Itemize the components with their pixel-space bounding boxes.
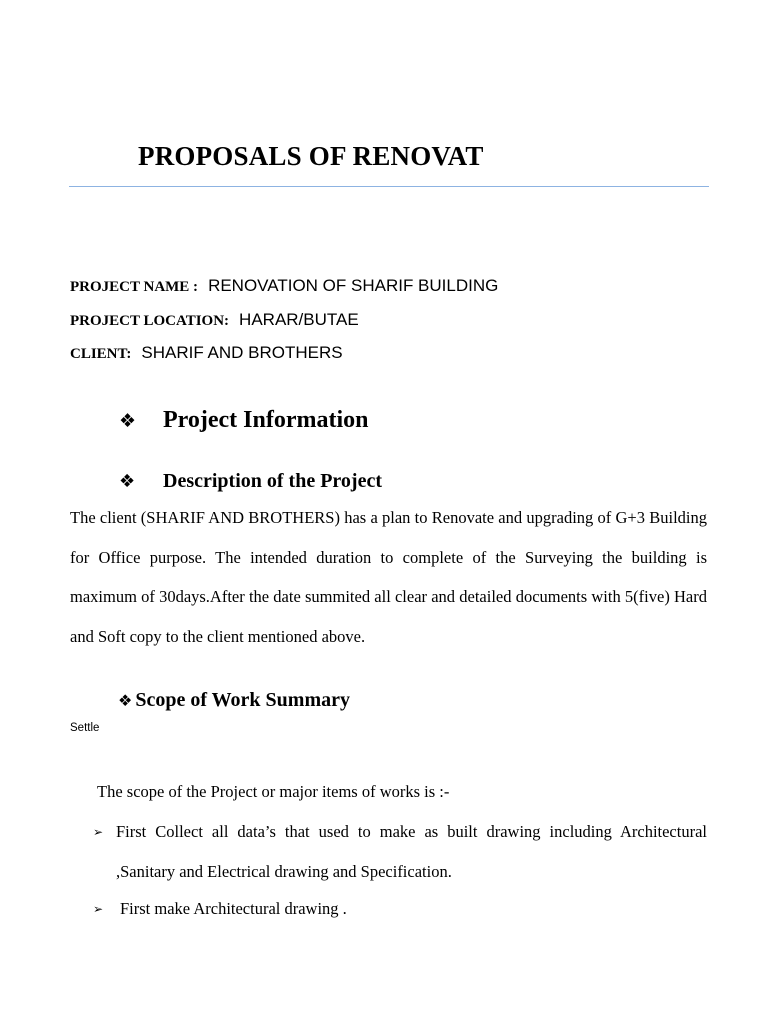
project-information-heading (119, 403, 369, 438)
project-name-value: RENOVATION OF SHARIF BUILDING (208, 276, 499, 295)
project-location-line (70, 308, 359, 333)
arrowhead-bullet-icon: ➢ (93, 825, 104, 839)
diamond-bullet-icon: ❖ (119, 471, 136, 492)
document-title-container (138, 136, 530, 176)
document-title: PROPOSALS OF RENOVAT (138, 141, 484, 171)
project-location-label: PROJECT LOCATION: (70, 313, 230, 329)
description-heading (119, 466, 382, 497)
scope-item: First make Architectural drawing . (120, 899, 347, 918)
arrowhead-bullet-icon: ➢ (93, 902, 104, 916)
diamond-bullet-icon: ❖ (119, 410, 137, 432)
description-heading-text: Description of the Project (163, 470, 383, 492)
diamond-bullet-icon: ❖ (118, 691, 133, 710)
title-underline (69, 186, 709, 187)
project-name-line (70, 274, 498, 299)
scope-heading (118, 685, 350, 716)
project-location-value: HARAR/BUTAE (239, 310, 359, 329)
description-paragraph: The client (SHARIF AND BROTHERS) has a plan to Renovate and upgrading of G+3 Building for Office purpose. The intended duration to complete of the Surveying the building is maximum of 30days.After the date summited all clear and detailed documents with 5(five) Hard and Soft copy to the client mentioned above. (70, 508, 707, 646)
scope-intro: The scope of the Project or major items of works is :- (97, 782, 450, 801)
scope-note: Settle (70, 722, 100, 734)
scope-heading-text: Scope of Work Summary (135, 689, 350, 711)
client-label: CLIENT: (70, 346, 132, 362)
client-line (70, 341, 343, 366)
client-value: SHARIF AND BROTHERS (141, 343, 343, 362)
project-information-heading-text: Project Information (163, 407, 369, 433)
project-name-label: PROJECT NAME : (70, 279, 199, 295)
scope-item: First Collect all data’s that used to make as built drawing including Architectural ,Sanitary and Electrical drawing and Specification. (116, 822, 707, 881)
